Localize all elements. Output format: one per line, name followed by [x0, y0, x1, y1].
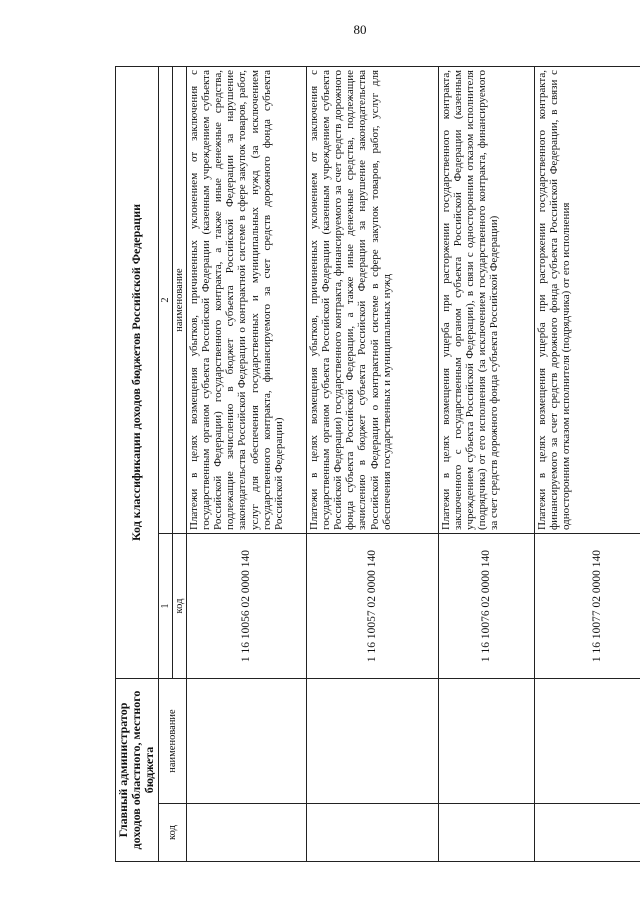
- income-name-cell: Платежи в целях возмещения убытков, причиненных уклонением от заключения с государственным органом субъекта Российской Федерации (казенным учреждением субъекта Российской Федерации) государственного контракта, финансируемого за счет средств дорожного фонда субъекта Российской Федерации, а также иные денежные средства, подлежащие зачислению в бюджет субъекта Российской Федерации за нарушение законодательства Российской Федерации о контрактной системе в сфере закупок товаров, работ, услуг для обеспечения государственных и муниципальных нужд: [306, 67, 438, 534]
- admin-name-header: наименование: [158, 679, 186, 804]
- table-row: [186, 67, 306, 862]
- admin-name-cell: [306, 679, 438, 804]
- classification-group-header: Код классификации доходов бюджетов Российской Федерации: [116, 67, 159, 679]
- col-number-2: 2: [158, 67, 172, 534]
- admin-code-cell: [306, 804, 438, 862]
- admin-name-cell: [438, 679, 534, 804]
- admin-name-cell: [186, 679, 306, 804]
- table-row: [306, 67, 438, 862]
- income-classification-table: [115, 66, 640, 862]
- income-code-cell: 1 16 10057 02 0000 140: [306, 534, 438, 679]
- admin-name-cell: [534, 679, 640, 804]
- income-code-cell: 1 16 10077 02 0000 140: [534, 534, 640, 679]
- income-code-header: код: [172, 534, 186, 679]
- col-number-1: 1: [158, 534, 172, 679]
- admin-code-cell: [534, 804, 640, 862]
- admin-group-header: Главный администратор доходов областного, местного бюджета: [116, 679, 159, 862]
- income-name-cell: Платежи в целях возмещения ущерба при расторжении государственного контракта, финансируемого за счет средств дорожного фонда субъекта Российской Федерации, в связи с односторонним отказом исполнителя (подрядчика) от его исполнения: [534, 67, 640, 534]
- table-row: [438, 67, 534, 862]
- income-name-cell: Платежи в целях возмещения убытков, причиненных уклонением от заключения с государственным органом субъекта Российской Федерации (казенным учреждением субъекта Российской Федерации) государственного контракта, а также иные денежные средства, подлежащие зачислению в бюджет субъекта Российской Федерации за нарушение законодательства Российской Федерации о контрактной системе в сфере закупок товаров, работ, услуг для обеспечения государственных и муниципальных нужд (за исключением государственного контракта, финансируемого за счет средств дорожного фонда субъекта Российской Федерации): [186, 67, 306, 534]
- admin-code-cell: [186, 804, 306, 862]
- income-name-header: наименование: [172, 67, 186, 534]
- admin-code-cell: [438, 804, 534, 862]
- rotated-table-container: [115, 67, 640, 862]
- admin-code-header: код: [158, 804, 186, 862]
- income-name-cell: Платежи в целях возмещения ущерба при расторжении государственного контракта, заключенного с государственным органом субъекта Российской Федерации (казенным учреждением субъекта Российской Федерации), в связи с односторонним отказом исполнителя (подрядчика) от его исполнения (за исключением государственного контракта, финансируемого за счет средств дорожного фонда субъекта Российской Федерации): [438, 67, 534, 534]
- page-number: 80: [353, 22, 367, 37]
- income-code-cell: 1 16 10076 02 0000 140: [438, 534, 534, 679]
- table-row: [534, 67, 640, 862]
- income-code-cell: 1 16 10056 02 0000 140: [186, 534, 306, 679]
